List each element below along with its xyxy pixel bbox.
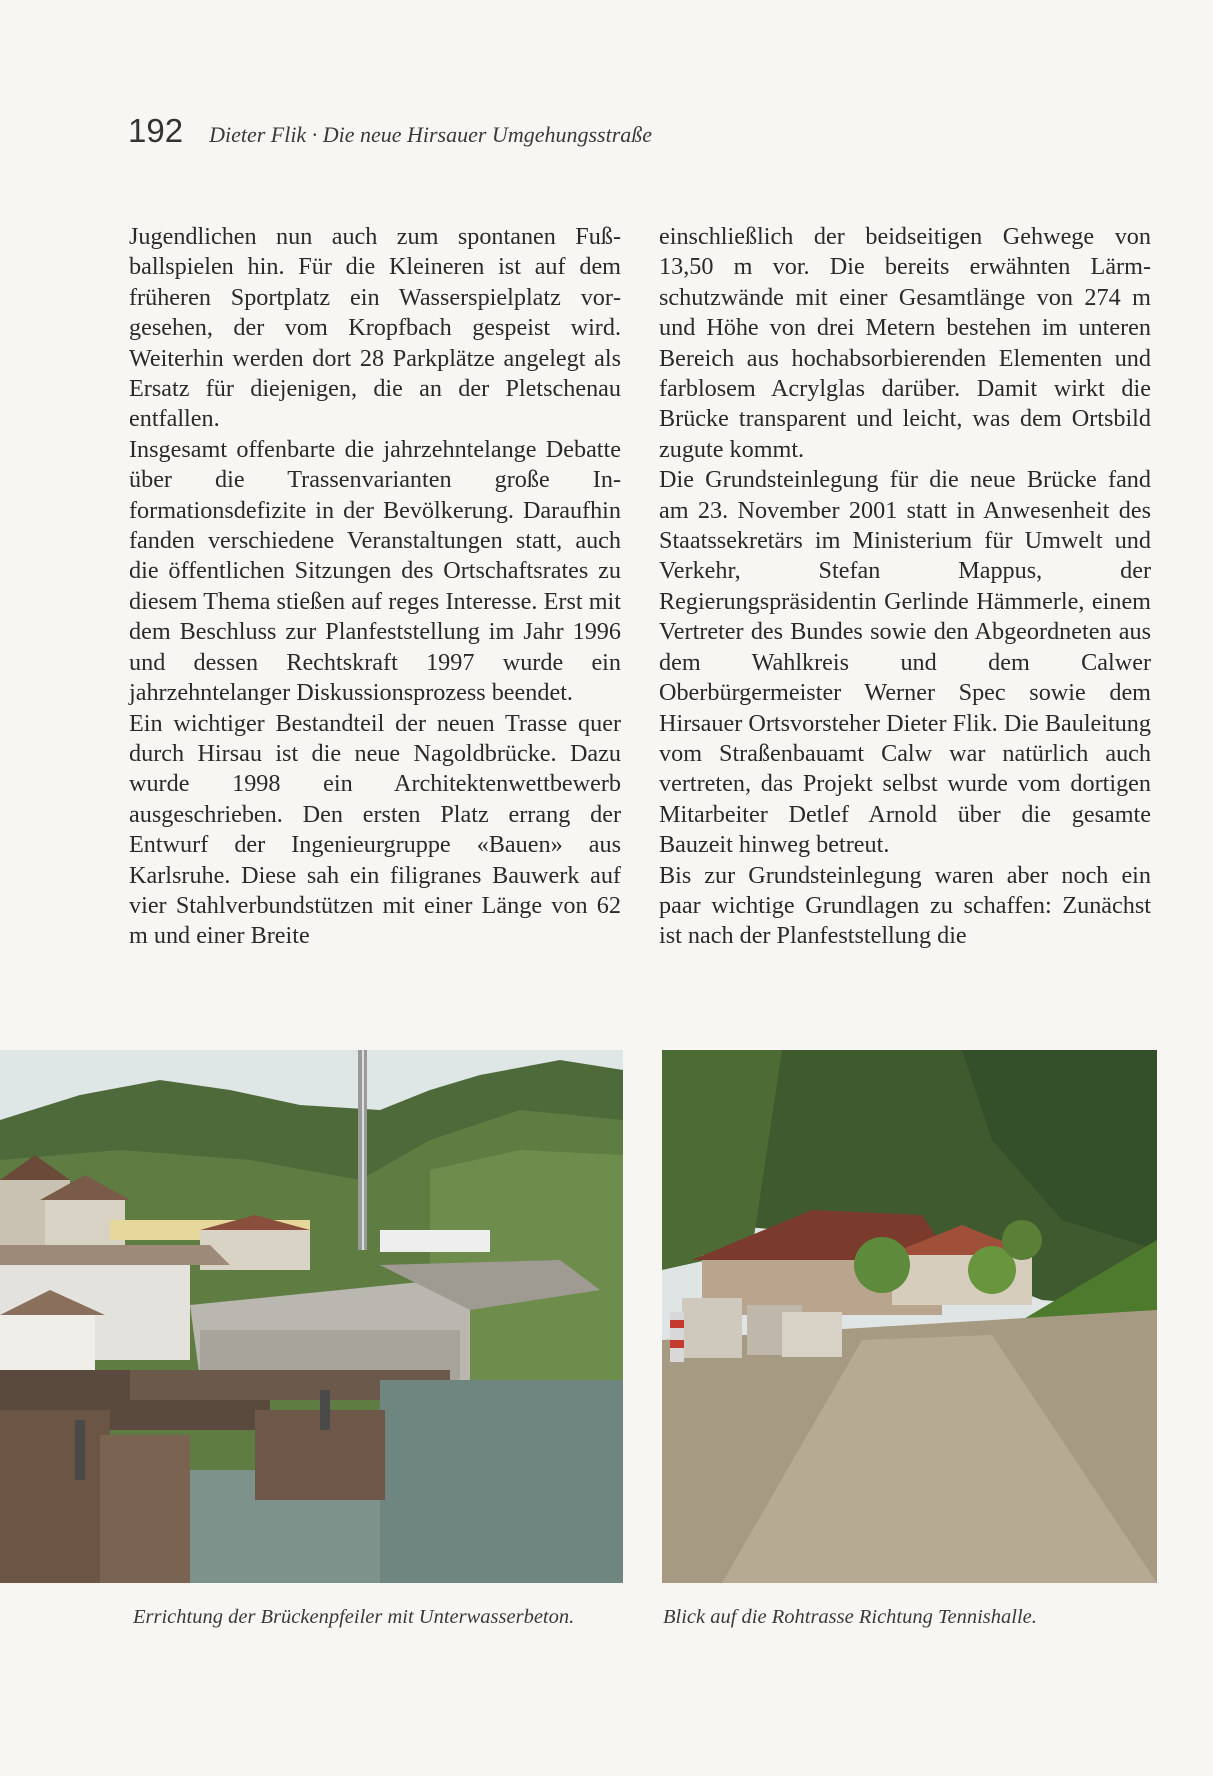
paragraph: Ein wichtiger Bestandteil der neuen Trasse quer durch Hirsau ist die neue Nagoldbrücke. Dazu wurde 1998 ein Architektenwettbewerb ausgeschrieben. Den ersten Platz errang der Entwurf der Ingenieurgruppe «Bauen» aus Karlsruhe. Diese sah ein filigranes Bauwerk auf vier Stahlverbundstützen mit einer Länge von 62 m und einer Breite xyxy=(129,709,621,950)
right-text-column xyxy=(659,222,1151,952)
left-text-column xyxy=(129,222,621,952)
caption-left: Errichtung der Brückenpfeiler mit Unterwasserbeton. xyxy=(133,1606,575,1628)
photo-bridge-piers xyxy=(0,1050,623,1583)
photo-road-tennis-hall xyxy=(662,1050,1157,1583)
page-header xyxy=(128,112,652,150)
paragraph: Insgesamt offenbarte die jahrzehntelange Debatte über die Trassenvarianten große Informationsdefizite in der Bevölkerung. Daraufhin fanden verschiedene Veranstaltungen statt, auch die öffentlichen Sitzungen des Ortschaftsrates zu diesem Thema stießen auf reges Interesse. Erst mit dem Beschluss zur Planfeststellung im Jahr 1996 und dessen Rechtskraft 1997 wurde ein jahrzehntelanger Diskussionsprozess beendet. xyxy=(129,435,621,707)
photo-bridge-piers-image xyxy=(0,1050,623,1583)
paragraph: Die Grundsteinlegung für die neue Brücke fand am 23. November 2001 statt in Anwesenheit des Staatssekretärs im Ministerium für Umwelt und Verkehr, Stefan Mappus, der Regierungspräsidentin Gerlinde Hämmerle, einem Vertreter des Bundes sowie den Abgeordneten aus dem Wahlkreis und dem Calwer Oberbürgermeister Werner Spec sowie dem Hirsauer Ortsvorsteher Dieter Flik. Die Bauleitung vom Straßenbauamt Calw war natürlich auch vertreten, das Projekt selbst wurde vom dortigen Mitarbeiter Detlef Arnold über die gesamte Bauzeit hinweg betreut. xyxy=(659,466,1151,859)
paragraph: Bis zur Grundsteinlegung waren aber noch ein paar wichtige Grundlagen zu schaffen: Zunächst ist nach der Planfeststellung die xyxy=(659,861,1151,950)
running-title: Dieter Flik · Die neue Hirsauer Umgehungsstraße xyxy=(209,122,653,147)
caption-right: Blick auf die Rohtrasse Richtung Tennishalle. xyxy=(663,1606,1037,1628)
photo-road-tennis-hall-image xyxy=(662,1050,1157,1583)
paragraph: einschließlich der beidseitigen Gehwege von 13,50 m vor. Die bereits erwähnten Lärmschutzwände mit einer Gesamtlänge von 274 m und Höhe von drei Metern bestehen im unteren Bereich aus hochabsorbierenden Elementen und farblosem Acrylglas darüber. Damit wirkt die Brücke transparent und leicht, was dem Ortsbild zugute kommt. xyxy=(659,223,1151,463)
paragraph: Jugendlichen nun auch zum spontanen Fußballspielen hin. Für die Kleineren ist auf dem früheren Sportplatz ein Wasserspielplatz vorgesehen, der vom Kropfbach gespeist wird. Weiterhin werden dort 28 Parkplätze angelegt als Ersatz für diejenigen, die an der Pletschenau entfallen. xyxy=(129,223,621,433)
page-number: 192 xyxy=(128,112,184,149)
